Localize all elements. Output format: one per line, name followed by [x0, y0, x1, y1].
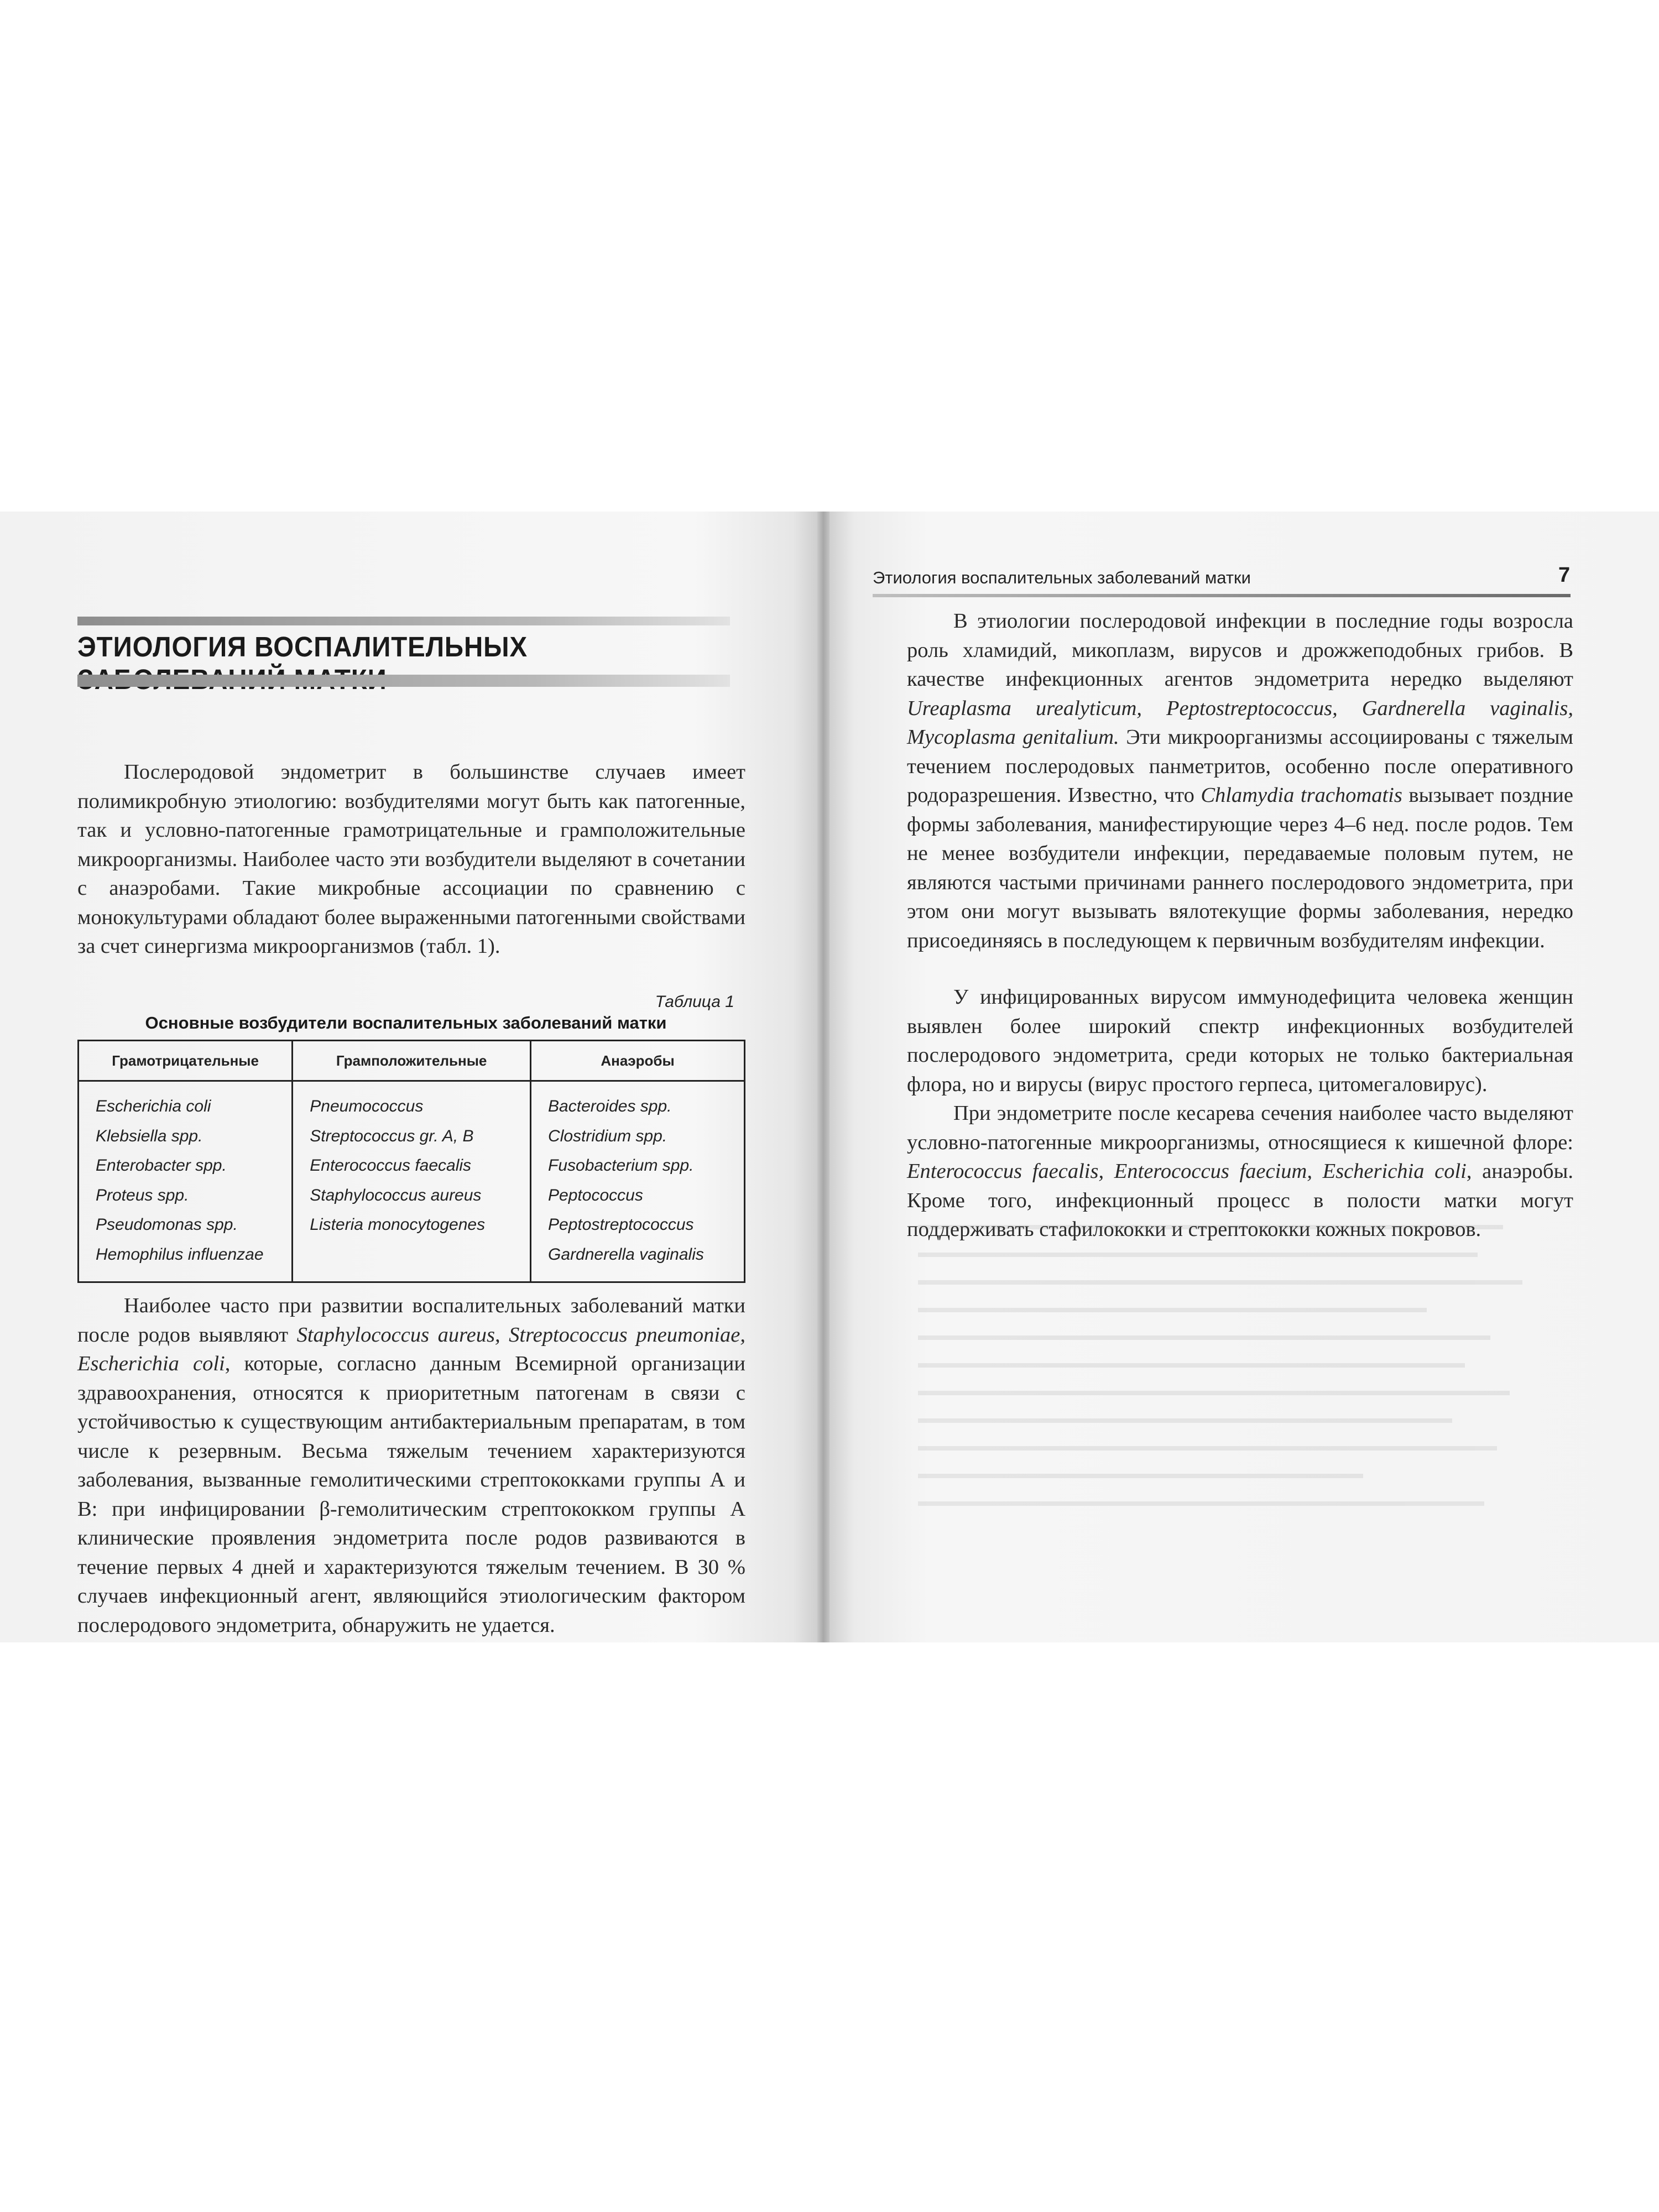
book-spread	[0, 512, 1659, 1642]
table-item: Enterobacter spp.	[96, 1156, 227, 1175]
text-run: При эндометрите после кесарева сечения наиболее часто выделяют условно-патогенные микроорганизмы, относящиеся к кишечной флоре:	[907, 1102, 1573, 1154]
italic-run: Chlamydia trachomatis	[1201, 784, 1402, 807]
page-number: 7	[1558, 564, 1571, 587]
table-item: Listeria monocytogenes	[310, 1215, 486, 1234]
table-item: Proteus spp.	[96, 1186, 189, 1204]
italic-run: Staphylococcus aureus, Streptococcus pneumoniae, Escherichia coli	[77, 1323, 745, 1375]
right-paragraph-2: У инфицированных вирусом иммунодефицита человека женщин выявлен более широкий спектр инфекционных возбудителей послеродового эндометрита, среди которых не только бактериальная флора, но и вирусы (вирус простого герпеса, цитомегаловирус).	[907, 985, 1573, 1096]
text-run: , которые, согласно данным Всемирной организации здравоохранения, относятся к приоритетным патогенам в связи с устойчивостью к существующим антибактериальным препаратам, в том числе к резервным. Весьма тяжелым течением характеризуются заболевания, вызванные гемолитическими стрептококками группы А и В: при инфицировании β-гемолитическим стрептококком группы А клинические проявления эндометрита после родов развиваются в течение первых 4 дней и характеризуются тяжелым течением. В 30 % случаев инфекционный агент, являющийся этиологическим фактором послеродового эндометрита, обнаружить не удается.	[77, 1352, 745, 1637]
text-run: вызывает поздние формы заболевания, манифестирующие через 4–6 нед. после родов. Тем не менее возбудители инфекции, передаваемые половым путем, не являются частыми причинами раннего послеродового эндометрита, при этом они могут вызывать вялотекущие формы заболевания, нередко присоединяясь в последующем к первичным возбудителям инфекции.	[907, 784, 1573, 952]
italic-run: Ureaplasma urealyticum, Peptostreptococcus, Gardnerella vaginalis, Mycoplasma genitalium.	[907, 696, 1573, 749]
chapter-title: ЭТИОЛОГИЯ ВОСПАЛИТЕЛЬНЫХ	[77, 631, 528, 662]
left-page	[0, 512, 817, 1642]
text-run: , анаэробы. Кроме того, инфекционный процесс в полости матки могут поддерживать стафилококки и стрептококки кожных покровов.	[907, 1160, 1573, 1241]
table-item: Pseudomonas spp.	[96, 1215, 238, 1234]
text-run: Эти микроорганизмы ассоциированы с тяжелым течением послеродовых панметритов, особенно после оперативного родоразрешения. Известно, что	[907, 726, 1573, 807]
text-run: В этиологии послеродовой инфекции в последние годы возросла роль хламидий, микоплазм, вирусов и дрожжеподобных грибов. В качестве инфекционных агентов эндометрита нередко выделяют	[907, 609, 1573, 691]
table-label: Таблица 1	[655, 993, 734, 1011]
table-item: Clostridium spp.	[548, 1126, 667, 1145]
table-item: Pneumococcus	[310, 1097, 424, 1115]
right-paragraph-3	[907, 1099, 1573, 1244]
text-run: Наиболее часто при развитии воспалительных заболеваний матки после родов выявляют	[77, 1294, 745, 1347]
chapter-bottom-rule	[77, 675, 730, 687]
book-gutter	[817, 512, 830, 1642]
running-head: Этиология воспалительных заболеваний матки	[873, 568, 1251, 587]
table-item: Staphylococcus aureus	[310, 1186, 482, 1204]
italic-run: Enterococcus faecalis, Enterococcus faecium, Escherichia coli	[907, 1160, 1467, 1183]
table-cell-gram-negative	[79, 1081, 293, 1282]
show-through-text	[918, 1225, 1554, 1535]
table-item: Peptococcus	[548, 1186, 643, 1204]
table-cell-gram-positive	[293, 1081, 531, 1282]
table-item: Peptostreptococcus	[548, 1215, 694, 1234]
table-header-gram-positive: Грамположительные	[293, 1041, 531, 1081]
table-title: Основные возбудители воспалительных заболеваний матки	[145, 1013, 667, 1032]
table-header-anaerobes: Анаэробы	[531, 1041, 745, 1081]
table-body-row	[79, 1081, 745, 1282]
pathogens-table	[77, 1040, 745, 1283]
chapter-top-rule	[77, 617, 730, 625]
table-item: Streptococcus gr. A, B	[310, 1126, 474, 1145]
table-cell-anaerobes	[531, 1081, 745, 1282]
left-paragraph-2	[77, 1291, 745, 1640]
table-item: Fusobacterium spp.	[548, 1156, 694, 1175]
table-item: Klebsiella spp.	[96, 1126, 203, 1145]
table-item: Hemophilus influenzae	[96, 1245, 264, 1264]
table-item: Bacteroides spp.	[548, 1097, 672, 1115]
right-paragraph-1	[907, 607, 1573, 955]
table-header-gram-negative: Грамотрицательные	[79, 1041, 293, 1081]
table-item: Gardnerella vaginalis	[548, 1245, 704, 1264]
running-head-rule	[873, 594, 1571, 597]
table-header-row	[79, 1041, 745, 1081]
left-paragraph-1: Послеродовой эндометрит в большинстве случаев имеет полимикробную этиологию: возбудителями могут быть как патогенные, так и условно-патогенные грамотрицательные и грамположительные микроорганизмы. Наиболее часто эти возбудители выделяют в сочетании с анаэробами. Такие микробные ассоциации по сравнению с монокультурами обладают более выраженными патогенными свойствами за счет синергизма микроорганизмов (табл. 1).	[77, 760, 745, 958]
table-item: Escherichia coli	[96, 1097, 211, 1115]
table-item: Enterococcus faecalis	[310, 1156, 472, 1175]
